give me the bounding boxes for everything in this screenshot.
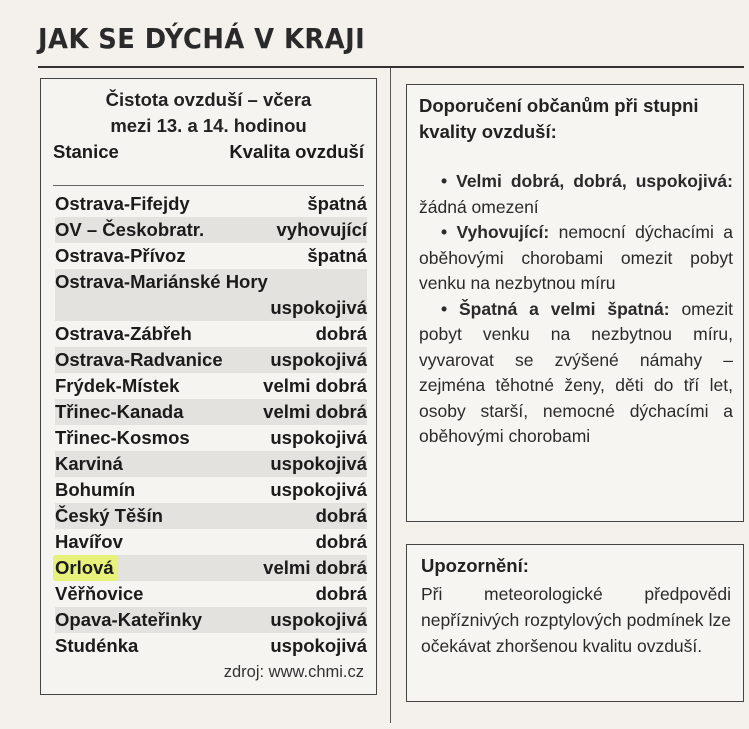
top-rule: [38, 66, 744, 68]
quality-value: uspokojivá: [270, 349, 367, 370]
station-name: Třinec-Kosmos: [55, 427, 190, 448]
quality-value: uspokojivá: [270, 609, 367, 630]
table-row: [55, 581, 367, 607]
table-row: [55, 529, 367, 555]
column-header-station: Stanice: [53, 141, 119, 162]
quality-value: velmi dobrá: [263, 401, 367, 422]
table-row: [55, 425, 367, 451]
station-name: Ostrava-Zábřeh: [55, 323, 192, 344]
quality-value: uspokojivá: [270, 297, 367, 318]
table-row: [55, 607, 367, 633]
table-row: [55, 321, 367, 347]
station-name: Studénka: [55, 635, 139, 656]
recommendation-label: • Špatná a velmi špatná:: [441, 298, 670, 319]
headline: JAK SE DÝCHÁ V KRAJI: [38, 22, 366, 55]
recommendation-text: omezit pobyt venku na nezbytnou míru, vyvarovat se zvýšené námahy – zejména těhotné ženy, děti do tří let, osoby starší, nemocné dýchacími a oběhovými chorobami: [419, 298, 733, 446]
quality-value: dobrá: [315, 505, 367, 526]
recommendation-item: [419, 169, 733, 220]
station-name: Ostrava-Fifejdy: [55, 193, 190, 214]
quality-value: špatná: [307, 245, 367, 266]
recommendations-body: [419, 169, 733, 450]
station-name: Havířov: [55, 531, 123, 552]
air-quality-title-line1: Čistota ovzduší – včera: [105, 89, 312, 110]
table-row: [55, 191, 367, 217]
quality-value: uspokojivá: [270, 427, 367, 448]
warning-title: Upozornění:: [421, 555, 529, 576]
station-name: Bohumín: [55, 479, 136, 500]
quality-value: dobrá: [315, 583, 367, 604]
station-name: Opava-Kateřinky: [55, 609, 203, 630]
station-name: Ostrava-Radvanice: [55, 349, 223, 370]
quality-value: velmi dobrá: [263, 557, 367, 578]
quality-value: uspokojivá: [270, 453, 367, 474]
station-name-highlighted: Orlová: [53, 555, 118, 581]
warning-text: Při meteorologické předpovědi nepříznivých rozptylových podmínek lze očekávat zhoršenou kvalitu ovzduší.: [421, 584, 731, 656]
column-header-quality: Kvalita ovzduší: [229, 141, 364, 162]
table-row: [55, 217, 367, 243]
station-name: OV – Českobratr.: [55, 219, 205, 240]
table-row: [55, 555, 367, 581]
station-name: Třinec-Kanada: [55, 401, 184, 422]
recommendation-text: nemocní dýchacími a oběhovými chorobami omezit pobyt venku na nezbytnou míru: [419, 222, 733, 293]
recommendation-label: • Vyhovující:: [441, 222, 550, 242]
recommendation-text: žádná omezení: [419, 196, 539, 217]
table-row: [55, 373, 367, 399]
station-name: Ostrava-Mariánské Hory: [55, 271, 268, 292]
header-separator: [53, 185, 364, 186]
quality-value: dobrá: [315, 323, 367, 344]
column-divider: [390, 68, 391, 723]
quality-value: dobrá: [315, 531, 367, 552]
table-row: [55, 451, 367, 477]
table-row: [55, 477, 367, 503]
recommendation-item: [419, 297, 733, 450]
table-header: [53, 141, 364, 165]
station-name: Karviná: [55, 453, 123, 474]
air-quality-title-line2: mezi 13. a 14. hodinou: [110, 115, 307, 136]
station-name: Český Těšín: [55, 505, 163, 526]
recommendations-title: Doporučení občanům při stupni kvality ovzduší:: [419, 95, 699, 142]
station-name: Ostrava-Přívoz: [55, 245, 186, 266]
table-row: [55, 269, 367, 321]
quality-value: uspokojivá: [270, 479, 367, 500]
warning-box: [406, 544, 744, 702]
table-row: [55, 503, 367, 529]
station-name: Frýdek-Místek: [55, 375, 180, 396]
air-quality-box: [40, 78, 377, 695]
quality-value: uspokojivá: [270, 635, 367, 656]
station-name: Věřňovice: [55, 583, 144, 604]
table-row: [55, 633, 367, 659]
table-row: [55, 347, 367, 373]
quality-value: špatná: [307, 193, 367, 214]
recommendation-label: • Velmi dobrá, dobrá, uspokojivá:: [441, 171, 733, 191]
source-credit: zdroj: www.chmi.cz: [223, 663, 364, 681]
recommendations-box: [406, 84, 744, 522]
table-row: [55, 399, 367, 425]
air-quality-table: [55, 191, 367, 659]
quality-value: velmi dobrá: [263, 375, 367, 396]
table-row: [55, 243, 367, 269]
recommendation-item: [419, 220, 733, 297]
quality-value: vyhovující: [276, 219, 367, 240]
